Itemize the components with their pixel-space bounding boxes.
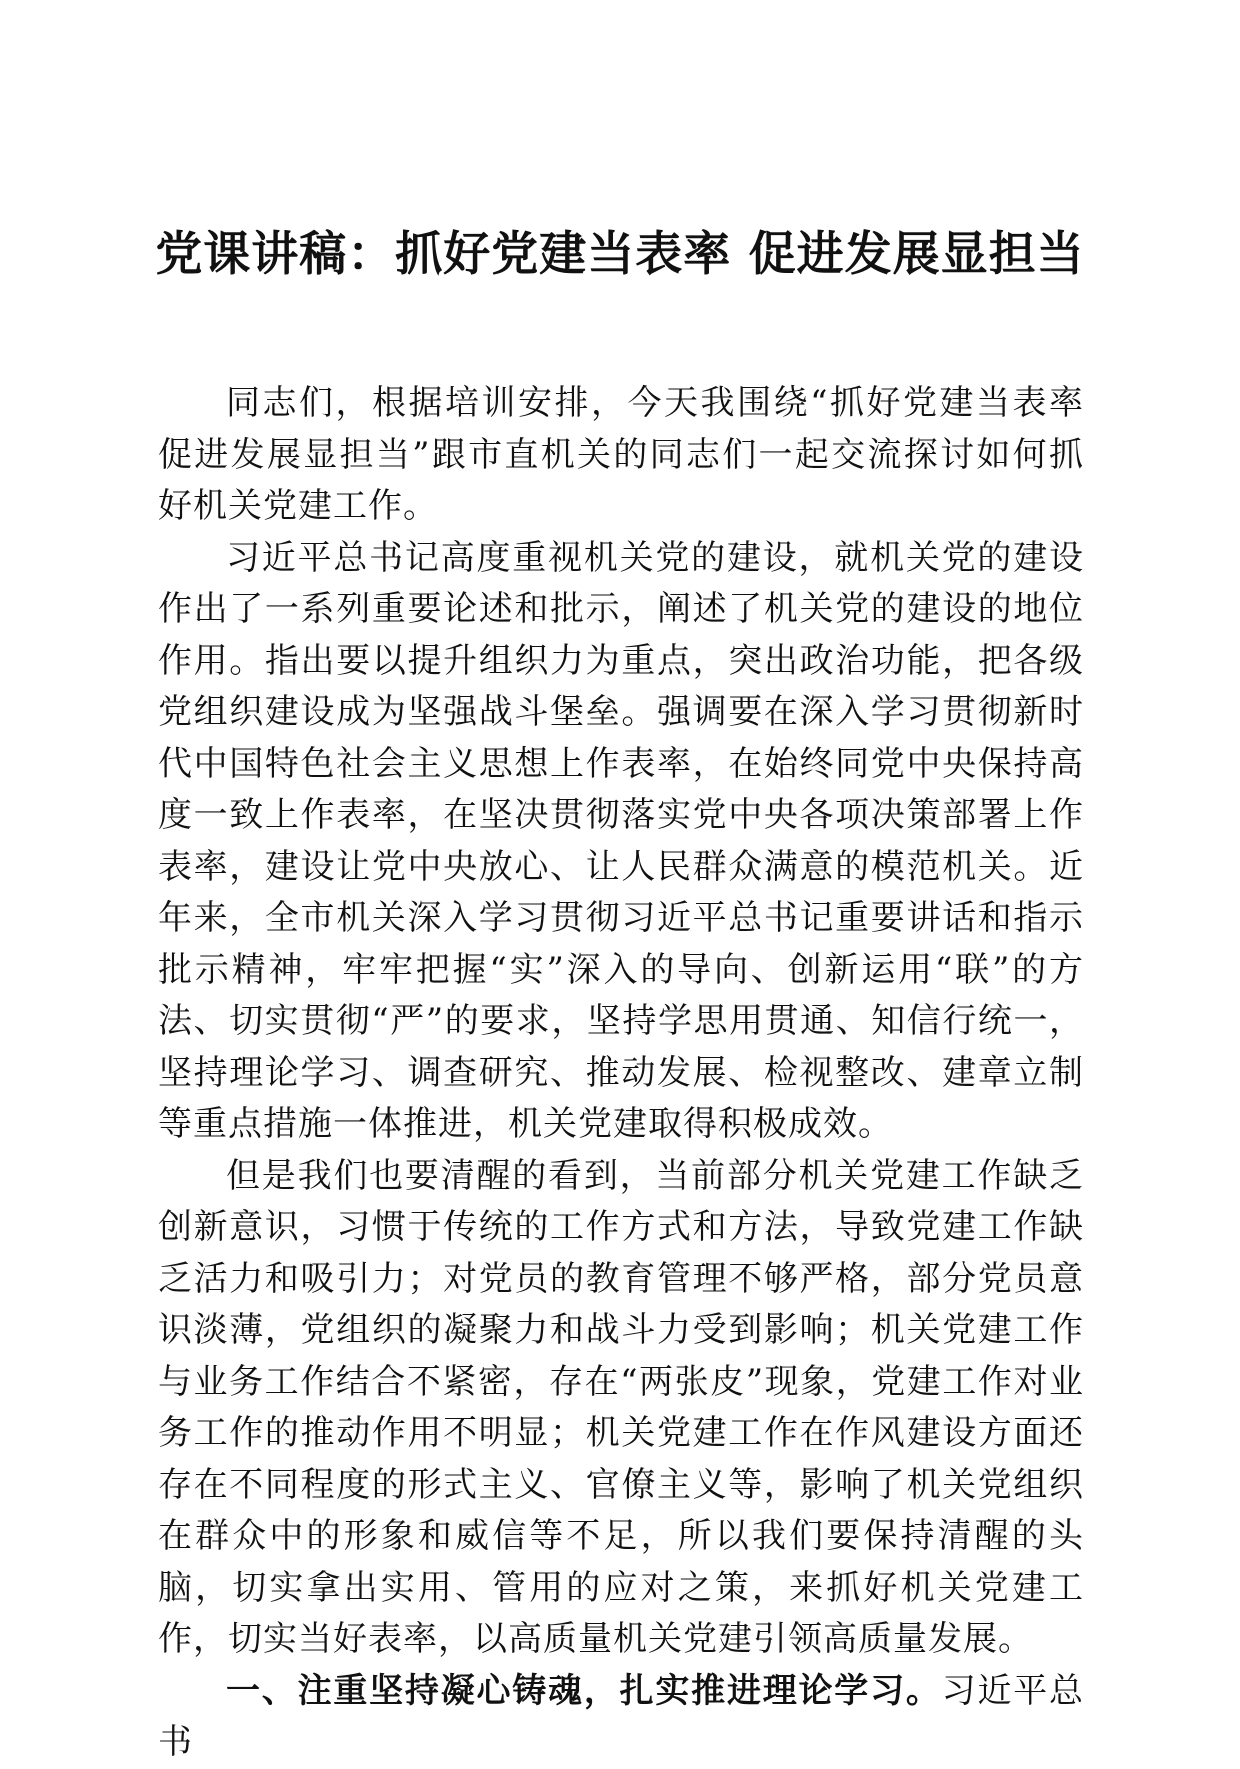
paragraph-problems: 但是我们也要清醒的看到，当前部分机关党建工作缺乏创新意识，习惯于传统的工作方式和方法，导致党建工作缺乏活力和吸引力；对党员的教育管理不够严格，部分党员意识淡薄，党组织的凝聚力和战斗力受到影响；机关党建工作与业务工作结合不紧密，存在“两张皮”现象，党建工作对业务工作的推动作用不明显；机关党建工作在作风建设方面还存在不同程度的形式主义、官僚主义等，影响了机关党组织在群众中的形象和威信等不足，所以我们要保持清醒的头脑，切实拿出实用、管用的应对之策，来抓好机关党建工作，切实当好表率，以高质量机关党建引领高质量发展。 [158,1155,1084,1659]
section-one-paragraph [158,1666,1084,1769]
section-one-text: 习近平总书 [158,1670,1085,1762]
paragraph-opening: 同志们，根据培训安排，今天我围绕“抓好党建当表率促进发展显担当”跟市直机关的同志们一起交流探讨如何抓好机关党建工作。 [158,383,1084,526]
paragraph-background: 习近平总书记高度重视机关党的建设，就机关党的建设作出了一系列重要论述和批示，阐述了机关党的建设的地位作用。指出要以提升组织力为重点，突出政治功能，把各级党组织建设成为坚强战斗堡垒。强调要在深入学习贯彻新时代中国特色社会主义思想上作表率，在始终同党中央保持高度一致上作表率，在坚决贯彻落实党中央各项决策部署上作表率，建设让党中央放心、让人民群众满意的模范机关。近年来，全市机关深入学习贯彻习近平总书记重要讲话和指示批示精神，牢牢把握“实”深入的导向、创新运用“联”的方法、切实贯彻“严”的要求，坚持学思用贯通、知信行统一，坚持理论学习、调查研究、推动发展、检视整改、建章立制等重点措施一体推进，机关党建取得积极成效。 [158,537,1084,1144]
document-body [158,378,1084,1769]
section-one-heading: 一、注重坚持凝心铸魂，扎实推进理论学习。 [226,1670,942,1711]
document-title: 党课讲稿：抓好党建当表率 促进发展显担当 [155,227,1085,282]
